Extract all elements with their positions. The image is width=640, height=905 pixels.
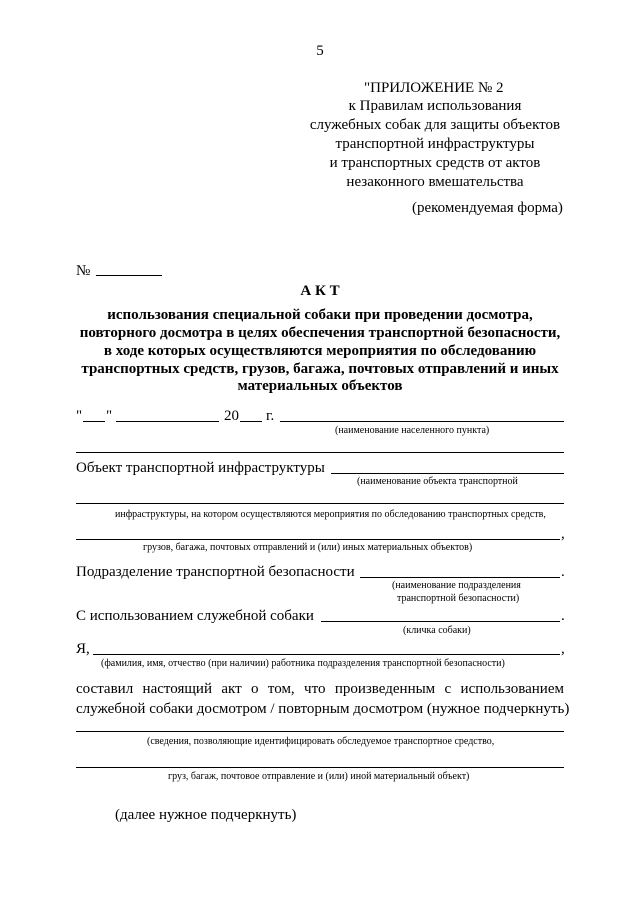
appendix-line: и транспортных средств от актов bbox=[329, 155, 541, 171]
object-hint: (наименование объекта транспортной bbox=[357, 476, 518, 487]
statement-line: служебной собаки досмотром / повторным досмотром (нужное подчеркнуть) bbox=[76, 701, 570, 717]
appendix-line: транспортной инфраструктуры bbox=[335, 136, 535, 152]
further-note: (далее нужное подчеркнуть) bbox=[115, 807, 297, 823]
object-hint: грузов, багажа, почтовых отправлений и (или) иных материальных объектов) bbox=[143, 542, 473, 553]
act-subtitle-line: в ходе которых осуществляются мероприятия по обследованию bbox=[103, 343, 537, 359]
act-subtitle-line: транспортных средств, грузов, багажа, почтовых отправлений и иных bbox=[81, 361, 559, 377]
object-field-line-2[interactable] bbox=[76, 503, 564, 504]
cargo-hint: груз, багаж, почтовое отправление и (или) иной материальный объект) bbox=[168, 771, 470, 782]
object-field-line-3[interactable] bbox=[76, 539, 560, 540]
settlement-field-line-2[interactable] bbox=[76, 452, 564, 453]
date-close-quote: " bbox=[106, 408, 113, 424]
date-year-field[interactable] bbox=[240, 421, 262, 422]
dog-name-field[interactable] bbox=[321, 621, 560, 622]
object-end-comma: , bbox=[561, 526, 565, 542]
subdivision-label: Подразделение транспортной безопасности bbox=[76, 564, 355, 580]
date-month-field[interactable] bbox=[116, 421, 219, 422]
object-hint: инфраструктуры, на котором осуществляются мероприятия по обследованию транспортных средств, bbox=[115, 509, 546, 520]
dog-hint: (кличка собаки) bbox=[403, 625, 471, 636]
act-title: А К Т bbox=[300, 283, 340, 299]
form-note: (рекомендуемая форма) bbox=[412, 200, 563, 216]
page-number: 5 bbox=[316, 43, 324, 59]
act-subtitle-line: повторного досмотра в целях обеспечения транспортной безопасности, bbox=[79, 325, 561, 341]
settlement-hint: (наименование населенного пункта) bbox=[335, 425, 490, 436]
subdivision-field[interactable] bbox=[360, 577, 560, 578]
statement-line: составил настоящий акт о том, что произведенным с использованием bbox=[76, 681, 564, 697]
appendix-line: служебных собак для защиты объектов bbox=[309, 117, 561, 133]
subdivision-hint: транспортной безопасности) bbox=[397, 593, 520, 604]
subdivision-end: . bbox=[561, 564, 565, 580]
object-label: Объект транспортной инфраструктуры bbox=[76, 460, 325, 476]
i-label: Я, bbox=[76, 641, 90, 657]
dog-end: . bbox=[561, 608, 565, 624]
object-field[interactable] bbox=[331, 473, 564, 474]
cargo-field[interactable] bbox=[76, 767, 564, 768]
act-subtitle-line: использования специальной собаки при проведении досмотра, bbox=[107, 307, 533, 323]
employee-hint: (фамилия, имя, отчество (при наличии) работника подразделения транспортной безопасности) bbox=[101, 658, 505, 669]
appendix-title: "ПРИЛОЖЕНИЕ № 2 bbox=[364, 80, 504, 96]
employee-name-field[interactable] bbox=[93, 654, 560, 655]
act-number-label: № bbox=[76, 263, 91, 279]
appendix-line: незаконного вмешательства bbox=[346, 174, 524, 190]
date-open-quote: " bbox=[76, 408, 83, 424]
year-suffix: г. bbox=[266, 408, 275, 424]
appendix-line: к Правилам использования bbox=[348, 98, 522, 114]
transport-field[interactable] bbox=[76, 731, 564, 732]
subdivision-hint: (наименование подразделения bbox=[392, 580, 521, 591]
date-day-field[interactable] bbox=[83, 421, 105, 422]
i-end: , bbox=[561, 641, 565, 657]
dog-label: С использованием служебной собаки bbox=[76, 608, 314, 624]
settlement-field[interactable] bbox=[280, 421, 564, 422]
transport-hint: (сведения, позволяющие идентифицировать обследуемое транспортное средство, bbox=[147, 736, 495, 747]
year-prefix: 20 bbox=[224, 408, 239, 424]
act-subtitle-line: материальных объектов bbox=[237, 378, 403, 394]
act-number-field[interactable] bbox=[96, 275, 162, 276]
